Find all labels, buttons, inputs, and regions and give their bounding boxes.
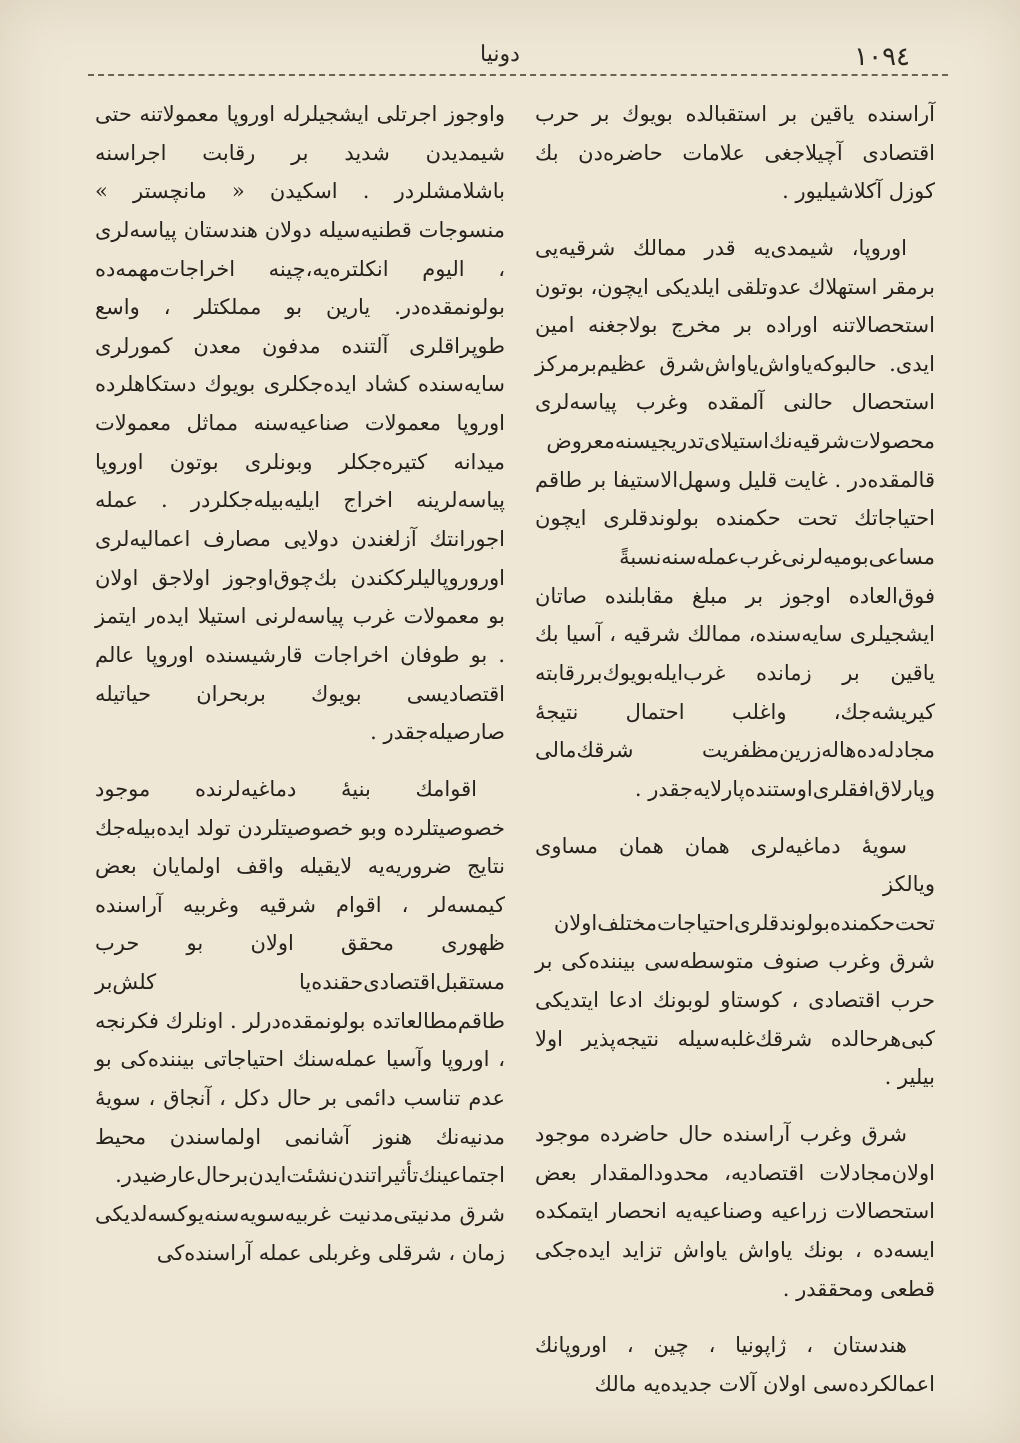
running-title: دونیا	[480, 42, 520, 67]
paragraph: آراسنده یاقین بر استقبالده بویوك بر حرب اقتصادی آچیلاجغی علامات حاضره‌دن بك کوزل آکلاشیلیور .	[535, 102, 935, 204]
paragraph: اقوامك بنیهٔ دماغیه‌لرنده موجود خصوصیتلرده وبو خصوصیتلردن تولد ایده‌بیله‌جك نتایج ضروریه‌یه لایقیله واقف اولمایان بعض کیمسه‌لر ، اقوام شرقیه وغربیه آراسنده ظهوری محقق اولان بو حرب مستقبل‌اقتصادی‌حقنده‌یا کلش‌بر طاقم‌مطالعاتده بولونمقده‌درلر . اونلرك فکرنجه ، اوروپا وآسیا عمله‌سنك احتیاجاتی بیننده‌کی بو عدم تناسب دائمی بر حال دکل ، آنجاق ، سویهٔ مدنیه‌نك هنوز آشانمی اولماسندن محیط اجتماعینك‌تأثیراتندن‌نشئت‌ایدن‌بر‌حال‌عارضیدر. شرق مدنیتی‌مدنیت غربیه‌سویه‌سنه‌یوکسه‌لدیکی زمان ، شرقلی وغربلی عمله آراسنده‌کی	[95, 776, 505, 1265]
header-rule	[88, 74, 948, 76]
paragraph: واوجوز اجرتلی ایشجیلرله اوروپا معمولاتنه حتی شیمدیدن شدید بر رقابت اجراسنه باشلامشلردر . اسکیدن « مانچستر » منسوجات قطنیه‌سیله دولان هندستان پیاسه‌لری ، الیوم انکلتره‌یه،چینه اخراجات‌مهمه‌ده بولونمقده‌در. یارین بو مملکتلر ، واسع طوپراقلری آلتنده مدفون معدن کمورلری سایه‌سنده کشاد ایده‌جکلری بویوك دستکاهلرده اوروپا معمولات صناعیه‌سنه مماثل معمولات میدانه کتیره‌جکلر وبونلری بوتون اوروپا پیاسه‌لرینه اخراج ایلیه‌بیله‌جکلردر . عمله اجورانتك آزلغندن دولایی مصارف اعمالیه‌لری اوروروپالیلرککندن بك‌چوق‌اوجوز اولاجق اولان بو معمولات غرب پیاسه‌لرنی استیلا ایده‌ر ایتمز . بو طوفان اخراجات قارشیسنده اوروپا عالم اقتصادیسی بویوك بربحران حیاتیله صارصیله‌جقدر .	[95, 102, 505, 745]
paragraph: هندستان ، ژاپونیا ، چین ، اوروپانك اعمالکرده‌سی اولان آلات جدیده‌یه مالك	[535, 1333, 935, 1396]
page-number: ١٠٩٤	[854, 42, 910, 72]
paragraph: شرق وغرب آراسنده حال حاضرده موجود اولان‌مجادلات اقتصادیه، محدودالمقدار بعض استحصالات زراعیه وصناعیه‌یه انحصار ایتمکده ایسه‌ده ، بونك یاواش یاواش تزاید ایده‌جکی قطعی ومحققدر .	[535, 1122, 935, 1301]
paragraph: سویهٔ دماغیه‌لری همان همان مساوی ویالکز تحت‌حکمنده‌بولوندقلری‌احتیاجات‌مختلف‌اولان شرق وغرب صنوف متوسطه‌سی بیننده‌کی بر حرب اقتصادی ، کوستاو لوبونك ادعا ایتدیکی کبی‌هرحالده شرقك‌غلبه‌سیله نتیجه‌پذیر اولا بیلیر .	[535, 833, 935, 1090]
paragraph: اوروپا، شیمدی‌یه قدر ممالك شرقیه‌یی برمقر استهلاك عدوتلقی ایلدیکی ایچون، بوتون استحصالاتنه اوراده بر مخرج بولاجغنه امین ایدی. حالبوکه‌یاواش‌یاواش‌شرق عظیم‌برمرکز استحصال حالنی آلمقده وغرب پیاسه‌لری محصولات‌شرقیه‌نك‌استیلای‌تدریجیسنه‌معروض قالمقده‌در . غایت قلیل وسهل‌الاستیفا بر طاقم احتیاجاتك تحت حکمنده بولوندقلری ایچون مساعی‌بومیه‌لرنی‌غرب‌عمله‌سنه‌نسبةً فوق‌العاده اوجوز بر مبلغ مقابلنده صاتان ایشجیلری سایه‌سنده، ممالك شرقیه ، آسیا بك یاقین بر زمانده غرب‌ایله‌بویوك‌بررقابته کیریشه‌جك، واغلب احتمال نتیجهٔ مجادله‌ده‌هاله‌زرین‌مظفریت شرقك‌مالی وپارلاق‌افقلری‌اوستنده‌پارلایه‌جقدر .	[535, 235, 935, 801]
right-column	[535, 95, 935, 1422]
left-column	[95, 95, 505, 1290]
page-header	[70, 38, 950, 78]
